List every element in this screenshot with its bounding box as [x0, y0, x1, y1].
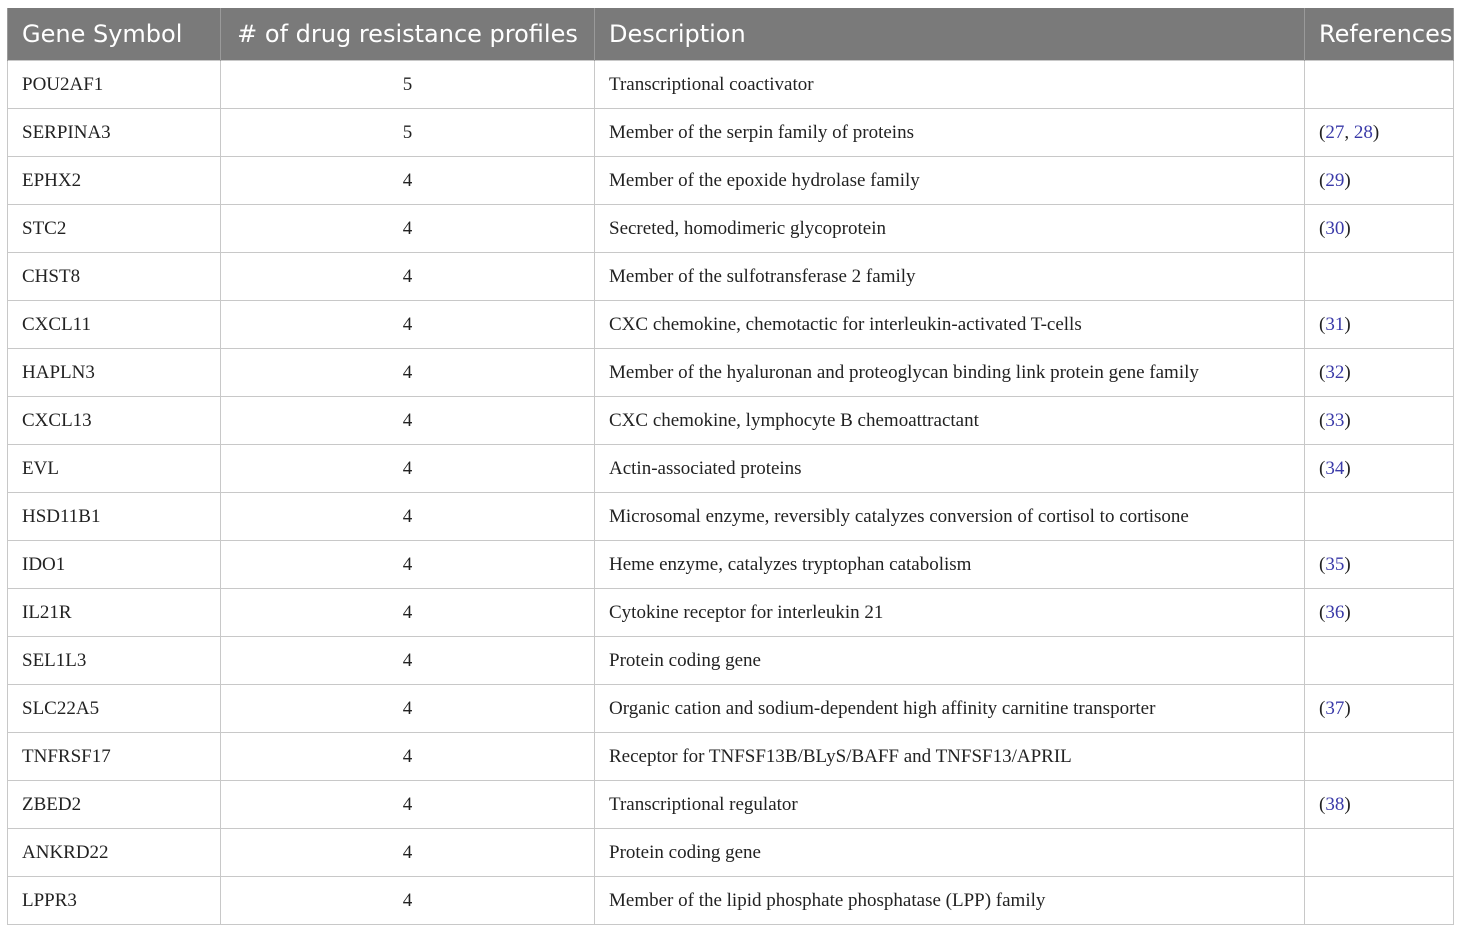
- table-row: [8, 109, 1454, 157]
- description-cell: Actin-associated proteins: [595, 445, 1305, 493]
- references-cell: (38): [1305, 781, 1454, 829]
- description-cell: Protein coding gene: [595, 829, 1305, 877]
- gene-symbol-cell: STC2: [8, 205, 221, 253]
- references-cell: [1305, 829, 1454, 877]
- profiles-cell: 4: [221, 685, 595, 733]
- references-cell: (34): [1305, 445, 1454, 493]
- description-cell: Protein coding gene: [595, 637, 1305, 685]
- gene-table-container: [7, 8, 1453, 925]
- table-row: [8, 445, 1454, 493]
- description-cell: Microsomal enzyme, reversibly catalyzes conversion of cortisol to cortisone: [595, 493, 1305, 541]
- profiles-cell: 4: [221, 589, 595, 637]
- profiles-cell: 5: [221, 61, 595, 109]
- gene-symbol-cell: CHST8: [8, 253, 221, 301]
- description-cell: CXC chemokine, lymphocyte B chemoattractant: [595, 397, 1305, 445]
- table-row: [8, 637, 1454, 685]
- references-cell: [1305, 637, 1454, 685]
- gene-symbol-cell: SEL1L3: [8, 637, 221, 685]
- table-row: [8, 349, 1454, 397]
- reference-link[interactable]: 36: [1325, 601, 1345, 623]
- table-row: [8, 253, 1454, 301]
- description-cell: Member of the serpin family of proteins: [595, 109, 1305, 157]
- gene-symbol-cell: IDO1: [8, 541, 221, 589]
- table-row: [8, 829, 1454, 877]
- table-row: [8, 61, 1454, 109]
- profiles-cell: 4: [221, 301, 595, 349]
- description-cell: Organic cation and sodium-dependent high affinity carnitine transporter: [595, 685, 1305, 733]
- reference-link[interactable]: 29: [1325, 169, 1345, 191]
- table-row: [8, 733, 1454, 781]
- references-cell: (33): [1305, 397, 1454, 445]
- table-row: [8, 781, 1454, 829]
- references-cell: (29): [1305, 157, 1454, 205]
- description-cell: Member of the sulfotransferase 2 family: [595, 253, 1305, 301]
- gene-symbol-cell: SERPINA3: [8, 109, 221, 157]
- profiles-cell: 4: [221, 157, 595, 205]
- gene-symbol-cell: CXCL13: [8, 397, 221, 445]
- profiles-cell: 4: [221, 205, 595, 253]
- profiles-cell: 4: [221, 541, 595, 589]
- reference-link[interactable]: 38: [1325, 793, 1345, 815]
- header-references: References: [1305, 8, 1454, 61]
- references-cell: (35): [1305, 541, 1454, 589]
- reference-link[interactable]: 28: [1353, 121, 1373, 143]
- references-cell: [1305, 493, 1454, 541]
- header-description: Description: [595, 8, 1305, 61]
- references-cell: [1305, 733, 1454, 781]
- profiles-cell: 4: [221, 349, 595, 397]
- table-row: [8, 877, 1454, 925]
- reference-link[interactable]: 32: [1325, 361, 1345, 383]
- references-cell: (30): [1305, 205, 1454, 253]
- table-row: [8, 205, 1454, 253]
- table-row: [8, 685, 1454, 733]
- profiles-cell: 4: [221, 733, 595, 781]
- gene-symbol-cell: ANKRD22: [8, 829, 221, 877]
- table-row: [8, 157, 1454, 205]
- profiles-cell: 4: [221, 781, 595, 829]
- gene-symbol-cell: SLC22A5: [8, 685, 221, 733]
- description-cell: Transcriptional coactivator: [595, 61, 1305, 109]
- references-cell: [1305, 877, 1454, 925]
- references-cell: (31): [1305, 301, 1454, 349]
- gene-symbol-cell: HSD11B1: [8, 493, 221, 541]
- profiles-cell: 5: [221, 109, 595, 157]
- table-row: [8, 493, 1454, 541]
- gene-symbol-cell: IL21R: [8, 589, 221, 637]
- reference-link[interactable]: 33: [1325, 409, 1345, 431]
- reference-link[interactable]: 30: [1325, 217, 1345, 239]
- description-cell: CXC chemokine, chemotactic for interleukin-activated T-cells: [595, 301, 1305, 349]
- profiles-cell: 4: [221, 637, 595, 685]
- references-cell: [1305, 61, 1454, 109]
- table-row: [8, 541, 1454, 589]
- profiles-cell: 4: [221, 397, 595, 445]
- gene-symbol-cell: LPPR3: [8, 877, 221, 925]
- profiles-cell: 4: [221, 493, 595, 541]
- references-cell: (32): [1305, 349, 1454, 397]
- description-cell: Heme enzyme, catalyzes tryptophan catabolism: [595, 541, 1305, 589]
- table-body: [8, 61, 1454, 925]
- references-cell: [1305, 253, 1454, 301]
- gene-symbol-cell: CXCL11: [8, 301, 221, 349]
- gene-table: [7, 8, 1454, 925]
- header-profiles: # of drug resistance profiles: [221, 8, 595, 61]
- gene-symbol-cell: ZBED2: [8, 781, 221, 829]
- references-cell: (37): [1305, 685, 1454, 733]
- reference-link[interactable]: 31: [1325, 313, 1345, 335]
- description-cell: Receptor for TNFSF13B/BLyS/BAFF and TNFSF13/APRIL: [595, 733, 1305, 781]
- description-cell: Cytokine receptor for interleukin 21: [595, 589, 1305, 637]
- description-cell: Secreted, homodimeric glycoprotein: [595, 205, 1305, 253]
- reference-link[interactable]: 27: [1325, 121, 1345, 143]
- header-row: [8, 8, 1454, 61]
- description-cell: Member of the hyaluronan and proteoglycan binding link protein gene family: [595, 349, 1305, 397]
- table-header: [8, 8, 1454, 61]
- gene-symbol-cell: TNFRSF17: [8, 733, 221, 781]
- header-gene-symbol: Gene Symbol: [8, 8, 221, 61]
- references-cell: (27, 28): [1305, 109, 1454, 157]
- reference-link[interactable]: 37: [1325, 697, 1345, 719]
- table-row: [8, 397, 1454, 445]
- description-cell: Member of the lipid phosphate phosphatase (LPP) family: [595, 877, 1305, 925]
- description-cell: Member of the epoxide hydrolase family: [595, 157, 1305, 205]
- gene-symbol-cell: POU2AF1: [8, 61, 221, 109]
- reference-link[interactable]: 35: [1325, 553, 1345, 575]
- profiles-cell: 4: [221, 877, 595, 925]
- gene-symbol-cell: EVL: [8, 445, 221, 493]
- table-row: [8, 589, 1454, 637]
- table-row: [8, 301, 1454, 349]
- gene-symbol-cell: HAPLN3: [8, 349, 221, 397]
- reference-link[interactable]: 34: [1325, 457, 1345, 479]
- description-cell: Transcriptional regulator: [595, 781, 1305, 829]
- references-cell: (36): [1305, 589, 1454, 637]
- profiles-cell: 4: [221, 253, 595, 301]
- gene-symbol-cell: EPHX2: [8, 157, 221, 205]
- profiles-cell: 4: [221, 829, 595, 877]
- profiles-cell: 4: [221, 445, 595, 493]
